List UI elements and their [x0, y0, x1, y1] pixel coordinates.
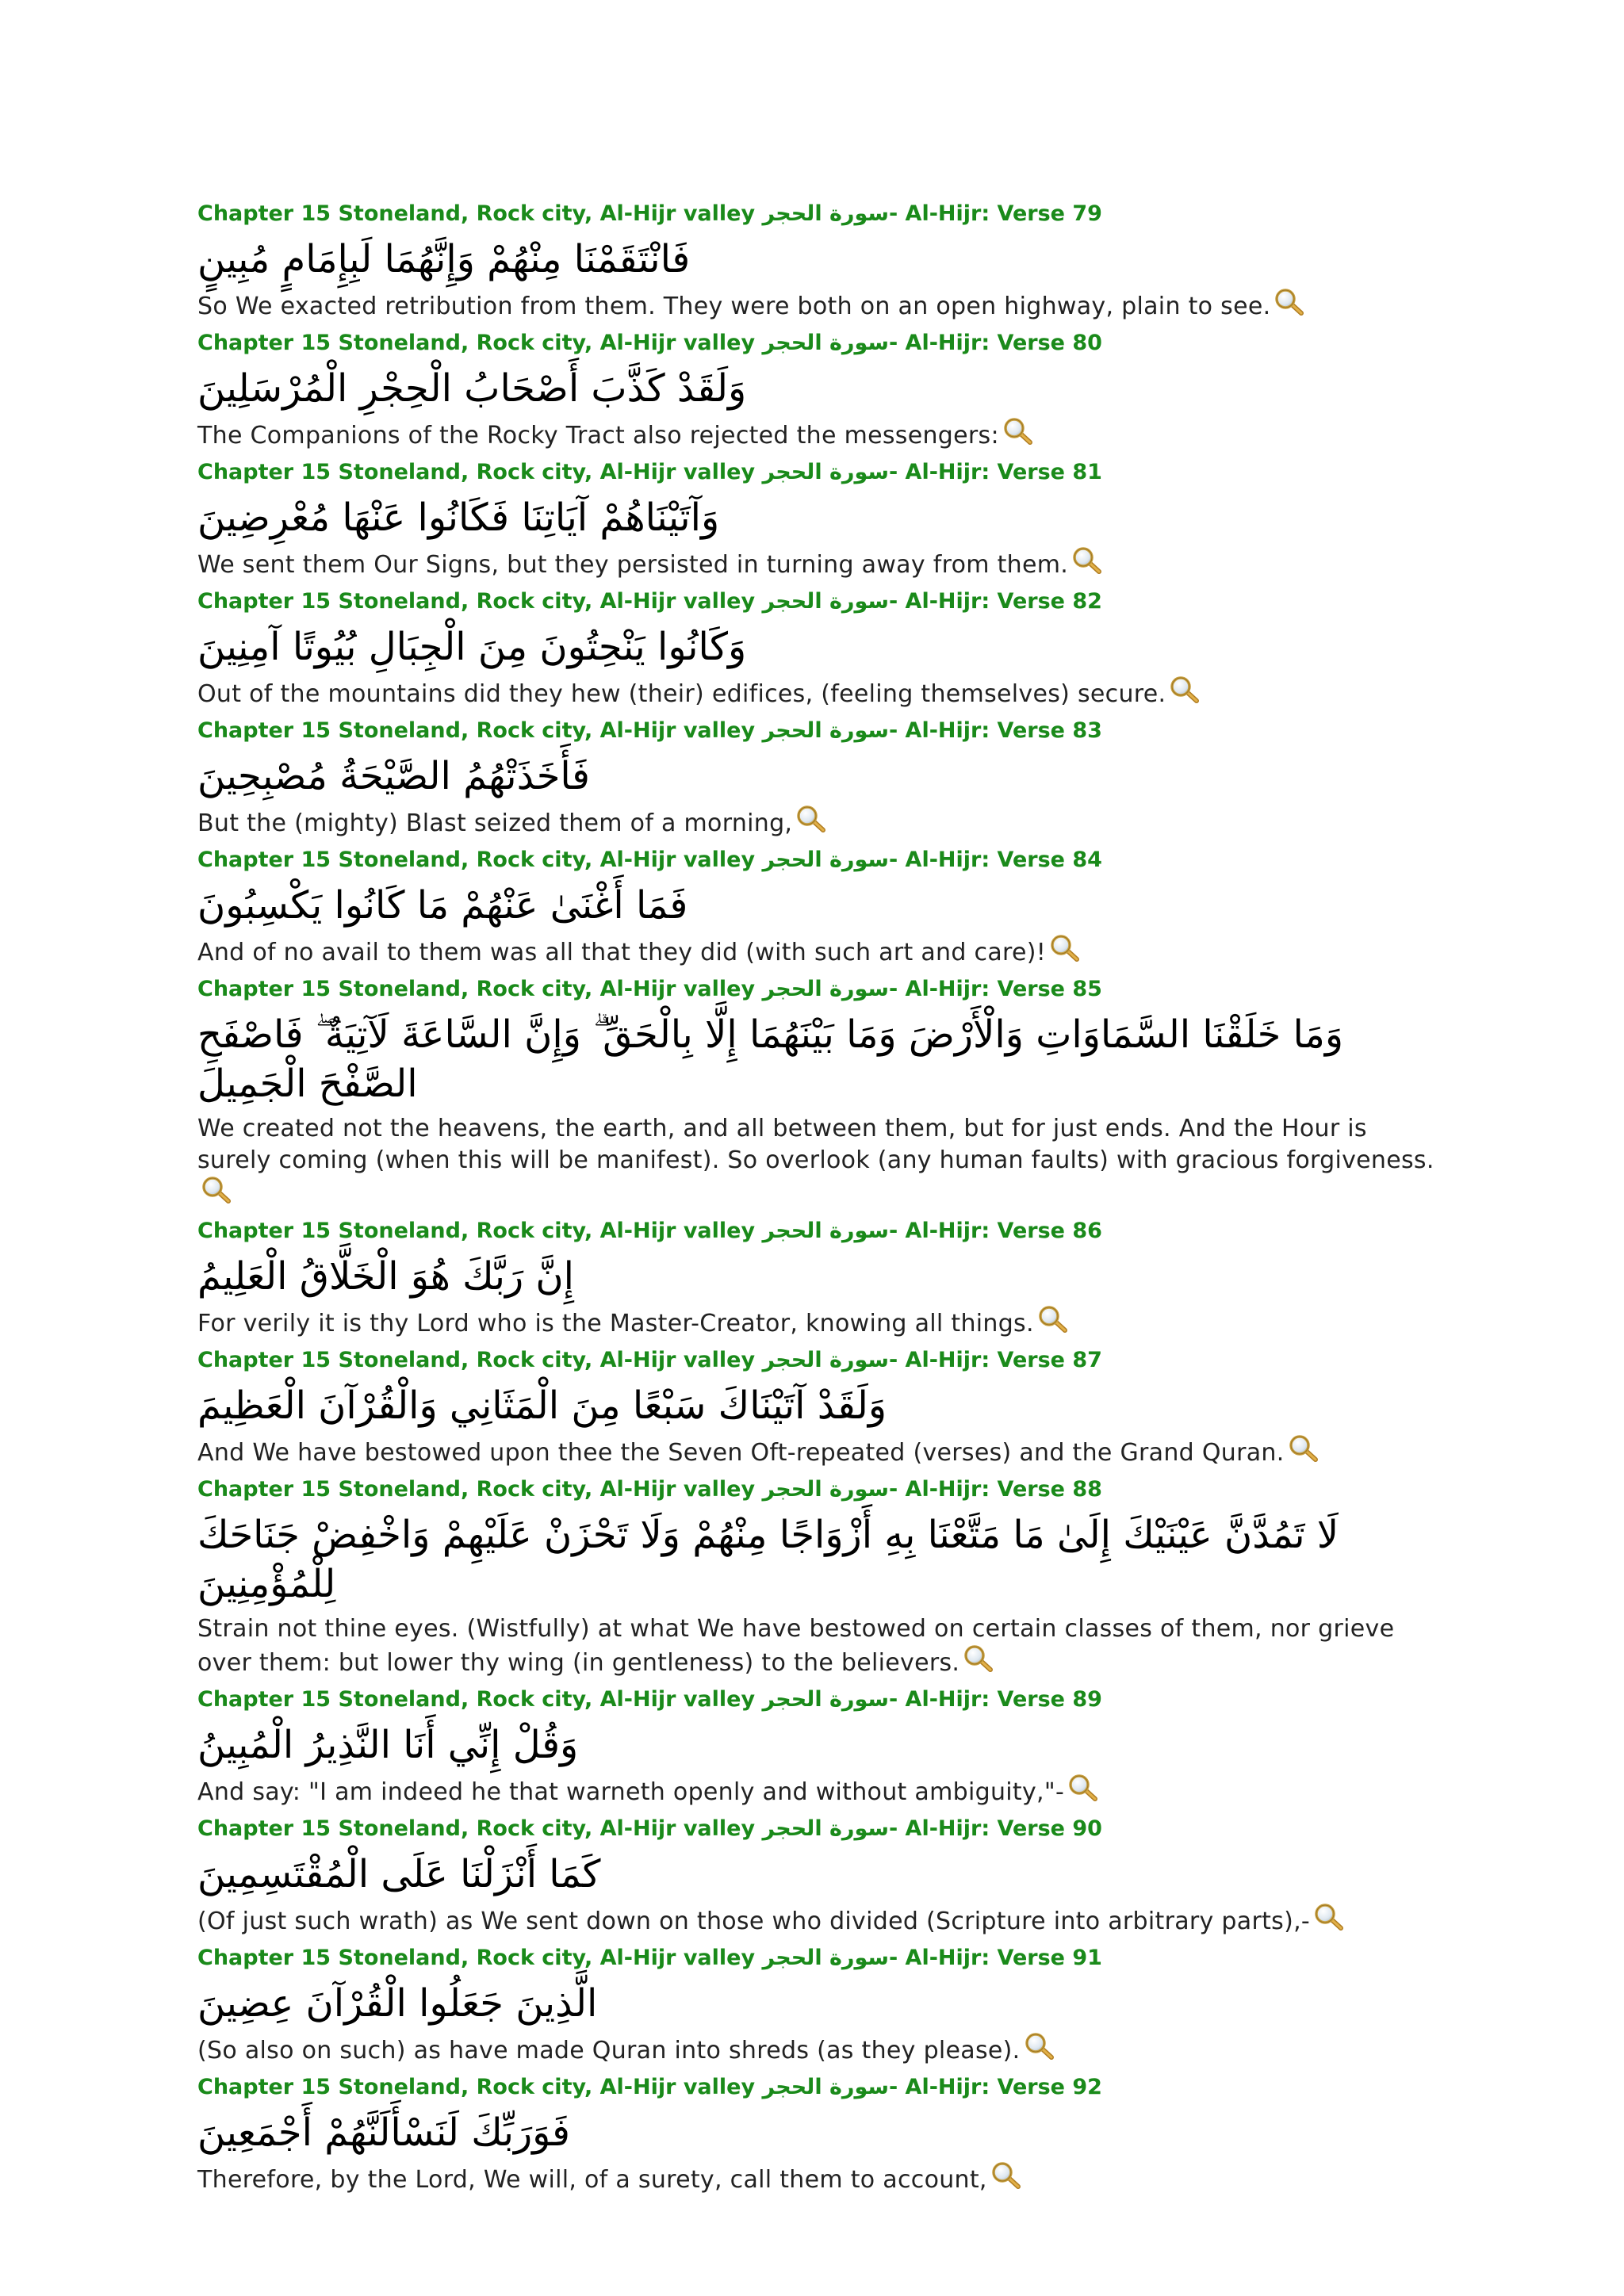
heading-surah-arabic: سورة الحجر	[762, 1477, 889, 1502]
heading-verse-number: 87	[1072, 1348, 1102, 1372]
verse-translation	[197, 1613, 1434, 1682]
heading-surah-arabic: سورة الحجر	[762, 1687, 889, 1712]
heading-surah-latin: - Al-Hijr: Verse	[888, 1687, 1073, 1712]
heading-chapter: Chapter 15 Stoneland, Rock city, Al-Hijr valley	[197, 201, 763, 226]
magnifier-icon[interactable]	[1169, 676, 1201, 703]
verse-translation	[197, 2033, 1434, 2070]
verse-heading[interactable]	[197, 714, 1434, 748]
verse-heading[interactable]	[197, 2070, 1434, 2105]
verse-block	[197, 1472, 1434, 1682]
translation-text: So We exacted retribution from them. They were both on an open highway, plain to see.	[197, 293, 1271, 320]
heading-surah-arabic: سورة الحجر	[762, 718, 889, 743]
heading-surah-latin: - Al-Hijr: Verse	[888, 1219, 1073, 1243]
translation-text: But the (mighty) Blast seized them of a morning,	[197, 809, 793, 837]
translation-text: And say: "I am indeed he that warneth openly and without ambiguity,"-	[197, 1778, 1065, 1806]
verse-block	[197, 455, 1434, 584]
heading-chapter: Chapter 15 Stoneland, Rock city, Al-Hijr valley	[197, 1219, 763, 1243]
heading-chapter: Chapter 15 Stoneland, Rock city, Al-Hijr valley	[197, 2075, 763, 2099]
heading-surah-arabic: سورة الحجر	[762, 460, 889, 484]
translation-text: Therefore, by the Lord, We will, of a surety, call them to account,	[197, 2166, 987, 2194]
verse-heading[interactable]	[197, 455, 1434, 490]
magnifier-icon[interactable]	[1067, 1774, 1099, 1801]
arabic-verse-text: وَكَانُوا يَنْحِتُونَ مِنَ الْجِبَالِ بُيُوتًا آمِنِينَ	[197, 625, 747, 669]
translation-text: And We have bestowed upon thee the Seven Oft-repeated (verses) and the Grand Quran.	[197, 1439, 1285, 1467]
arabic-verse-text: فَانْتَقَمْنَا مِنْهُمْ وَإِنَّهُمَا لَبِإِمَامٍ مُبِينٍ	[197, 237, 691, 281]
verse-block	[197, 714, 1434, 843]
heading-surah-arabic: سورة الحجر	[762, 1348, 889, 1372]
heading-chapter: Chapter 15 Stoneland, Rock city, Al-Hijr valley	[197, 460, 763, 484]
heading-verse-number: 82	[1072, 589, 1102, 614]
verse-block	[197, 197, 1434, 326]
heading-surah-latin: - Al-Hijr: Verse	[888, 2075, 1073, 2099]
heading-surah-latin: - Al-Hijr: Verse	[888, 331, 1073, 355]
verse-translation	[197, 806, 1434, 843]
verse-heading[interactable]	[197, 1343, 1434, 1378]
verse-block	[197, 584, 1434, 714]
verse-translation	[197, 1904, 1434, 1941]
heading-surah-latin: - Al-Hijr: Verse	[888, 848, 1073, 872]
arabic-verse-text: فَمَا أَغْنَىٰ عَنْهُمْ مَا كَانُوا يَكْسِبُونَ	[197, 883, 688, 928]
verse-block	[197, 1812, 1434, 1941]
verse-translation	[197, 1113, 1434, 1214]
heading-surah-arabic: سورة الحجر	[762, 1946, 889, 1970]
verse-translation	[197, 289, 1434, 326]
translation-text: Strain not thine eyes. (Wistfully) at what We have bestowed on certain classes of them, nor grieve over them: but lower thy wing (in gentleness) to the believers.	[197, 1615, 1395, 1677]
arabic-verse-text: وَلَقَدْ كَذَّبَ أَصْحَابُ الْحِجْرِ الْمُرْسَلِينَ	[197, 366, 747, 411]
heading-chapter: Chapter 15 Stoneland, Rock city, Al-Hijr valley	[197, 589, 763, 614]
translation-text: (So also on such) as have made Quran into shreds (as they please).	[197, 2037, 1021, 2064]
verse-heading[interactable]	[197, 197, 1434, 232]
heading-surah-latin: - Al-Hijr: Verse	[888, 718, 1073, 743]
heading-verse-number: 83	[1072, 718, 1102, 743]
arabic-verse-text: إِنَّ رَبَّكَ هُوَ الْخَلَّاقُ الْعَلِيمُ	[197, 1254, 574, 1299]
verse-block	[197, 1214, 1434, 1343]
translation-text: We created not the heavens, the earth, and all between them, but for just ends. And the Hour is surely coming (when this will be manifest). So overlook (any human faults) with gracious forgiveness.	[197, 1115, 1434, 1174]
magnifier-icon[interactable]	[963, 1645, 994, 1672]
heading-chapter: Chapter 15 Stoneland, Rock city, Al-Hijr valley	[197, 331, 763, 355]
translation-text: (Of just such wrath) as We sent down on those who divided (Scripture into arbitrary parts),-	[197, 1908, 1311, 1935]
verse-translation	[197, 1306, 1434, 1343]
heading-chapter: Chapter 15 Stoneland, Rock city, Al-Hijr valley	[197, 1477, 763, 1502]
verse-heading[interactable]	[197, 1812, 1434, 1846]
verse-heading[interactable]	[197, 1214, 1434, 1249]
heading-chapter: Chapter 15 Stoneland, Rock city, Al-Hijr valley	[197, 1816, 763, 1841]
heading-surah-arabic: سورة الحجر	[762, 2075, 889, 2099]
verse-heading[interactable]	[197, 1941, 1434, 1976]
heading-verse-number: 92	[1072, 2075, 1102, 2099]
heading-verse-number: 88	[1072, 1477, 1102, 1502]
verse-heading[interactable]	[197, 1472, 1434, 1507]
verse-block	[197, 843, 1434, 972]
heading-chapter: Chapter 15 Stoneland, Rock city, Al-Hijr valley	[197, 1946, 763, 1970]
arabic-verse-text: الَّذِينَ جَعَلُوا الْقُرْآنَ عِضِينَ	[197, 1981, 598, 2026]
arabic-verse-text: وَقُلْ إِنِّي أَنَا النَّذِيرُ الْمُبِينُ	[197, 1723, 579, 1767]
heading-chapter: Chapter 15 Stoneland, Rock city, Al-Hijr valley	[197, 1348, 763, 1372]
magnifier-icon[interactable]	[990, 2162, 1022, 2189]
translation-text: The Companions of the Rocky Tract also rejected the messengers:	[197, 422, 999, 450]
heading-surah-arabic: سورة الحجر	[762, 589, 889, 614]
heading-chapter: Chapter 15 Stoneland, Rock city, Al-Hijr valley	[197, 848, 763, 872]
arabic-verse-text: وَلَقَدْ آتَيْنَاكَ سَبْعًا مِنَ الْمَثَانِي وَالْقُرْآنَ الْعَظِيمَ	[197, 1383, 887, 1428]
heading-surah-arabic: سورة الحجر	[762, 201, 889, 226]
heading-surah-arabic: سورة الحجر	[762, 977, 889, 1001]
verse-translation	[197, 418, 1434, 455]
heading-surah-arabic: سورة الحجر	[762, 848, 889, 872]
verse-block	[197, 1343, 1434, 1472]
magnifier-icon[interactable]	[1037, 1306, 1069, 1333]
translation-text: We sent them Our Signs, but they persisted in turning away from them.	[197, 551, 1069, 579]
heading-chapter: Chapter 15 Stoneland, Rock city, Al-Hijr valley	[197, 1687, 763, 1712]
verse-block	[197, 2070, 1434, 2199]
verse-translation	[197, 547, 1434, 584]
translation-text: Out of the mountains did they hew (their) edifices, (feeling themselves) secure.	[197, 680, 1166, 708]
verse-heading[interactable]	[197, 326, 1434, 361]
magnifier-icon[interactable]	[795, 806, 827, 832]
arabic-verse-text: فَأَخَذَتْهُمُ الصَّيْحَةُ مُصْبِحِينَ	[197, 754, 590, 798]
heading-verse-number: 89	[1072, 1687, 1102, 1712]
verse-list	[197, 197, 1434, 2199]
translation-text: And of no avail to them was all that they did (with such art and care)!	[197, 939, 1047, 966]
heading-surah-latin: - Al-Hijr: Verse	[888, 1946, 1073, 1970]
heading-surah-latin: - Al-Hijr: Verse	[888, 977, 1073, 1001]
heading-verse-number: 91	[1072, 1946, 1102, 1970]
heading-verse-number: 86	[1072, 1219, 1102, 1243]
heading-surah-arabic: سورة الحجر	[762, 331, 889, 355]
heading-surah-arabic: سورة الحجر	[762, 1219, 889, 1243]
verse-heading[interactable]	[197, 843, 1434, 878]
magnifier-icon[interactable]	[1024, 2033, 1055, 2060]
verse-translation	[197, 1435, 1434, 1472]
verse-translation	[197, 2162, 1434, 2199]
arabic-verse-text: لَا تَمُدَّنَّ عَيْنَيْكَ إِلَىٰ مَا مَتَّعْنَا بِهِ أَزْوَاجًا مِنْهُمْ وَلَا تَحْزَنْ عَلَيْهِمْ وَاخْفِضْ جَنَاحَكَ لِلْمُؤْمِنِينَ	[197, 1513, 1339, 1606]
heading-surah-arabic: سورة الحجر	[762, 1816, 889, 1841]
verse-block	[197, 972, 1434, 1214]
verse-block	[197, 326, 1434, 455]
arabic-verse-text: وَمَا خَلَقْنَا السَّمَاوَاتِ وَالْأَرْضَ وَمَا بَيْنَهُمَا إِلَّا بِالْحَقِّ ۗ وَإِنَّ السَّاعَةَ لَآتِيَةٌ ۖ فَاصْفَحِ الصَّفْحَ الْجَمِيلَ	[197, 1012, 1344, 1106]
heading-verse-number: 85	[1072, 977, 1102, 1001]
heading-surah-latin: - Al-Hijr: Verse	[888, 1477, 1073, 1502]
verse-block	[197, 1682, 1434, 1812]
heading-chapter: Chapter 15 Stoneland, Rock city, Al-Hijr valley	[197, 977, 763, 1001]
magnifier-icon[interactable]	[1002, 418, 1034, 445]
heading-verse-number: 79	[1072, 201, 1102, 226]
heading-surah-latin: - Al-Hijr: Verse	[888, 201, 1073, 226]
verse-heading[interactable]	[197, 1682, 1434, 1717]
verse-block	[197, 1941, 1434, 2070]
arabic-verse-text: وَآتَيْنَاهُمْ آيَاتِنَا فَكَانُوا عَنْهَا مُعْرِضِينَ	[197, 496, 720, 540]
magnifier-icon[interactable]	[1313, 1904, 1345, 1931]
heading-surah-latin: - Al-Hijr: Verse	[888, 1348, 1073, 1372]
arabic-verse-text: فَوَرَبِّكَ لَنَسْأَلَنَّهُمْ أَجْمَعِينَ	[197, 2110, 570, 2155]
verse-heading[interactable]	[197, 584, 1434, 619]
heading-verse-number: 80	[1072, 331, 1102, 355]
magnifier-icon[interactable]	[1049, 935, 1081, 962]
translation-text: For verily it is thy Lord who is the Master-Creator, knowing all things.	[197, 1310, 1034, 1337]
magnifier-icon[interactable]	[1288, 1435, 1320, 1462]
heading-surah-latin: - Al-Hijr: Verse	[888, 1816, 1073, 1841]
heading-verse-number: 90	[1072, 1816, 1102, 1841]
verse-heading[interactable]	[197, 972, 1434, 1007]
verse-translation	[197, 935, 1434, 972]
magnifier-icon[interactable]	[201, 1177, 232, 1203]
heading-chapter: Chapter 15 Stoneland, Rock city, Al-Hijr valley	[197, 718, 763, 743]
verse-translation	[197, 676, 1434, 714]
heading-surah-latin: - Al-Hijr: Verse	[888, 589, 1073, 614]
magnifier-icon[interactable]	[1071, 547, 1103, 574]
heading-verse-number: 84	[1072, 848, 1102, 872]
verse-translation	[197, 1774, 1434, 1812]
magnifier-icon[interactable]	[1274, 289, 1305, 316]
heading-verse-number: 81	[1072, 460, 1102, 484]
arabic-verse-text: كَمَا أَنْزَلْنَا عَلَى الْمُقْتَسِمِينَ	[197, 1852, 601, 1896]
heading-surah-latin: - Al-Hijr: Verse	[888, 460, 1073, 484]
